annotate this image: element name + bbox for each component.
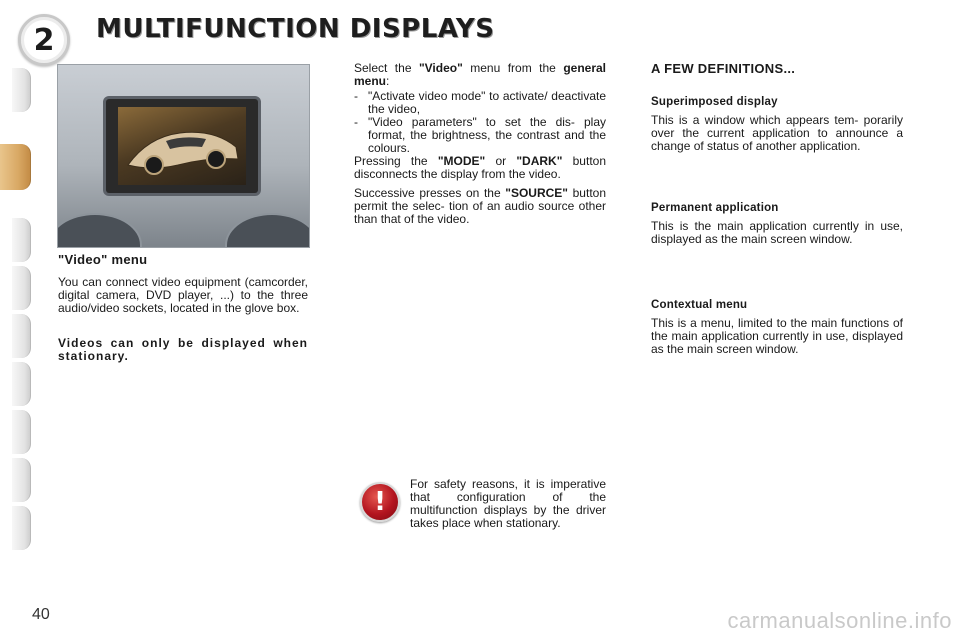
- page-number: 40: [32, 606, 50, 623]
- video-options-list: [354, 90, 606, 155]
- video-keyword: "Video": [418, 61, 463, 75]
- definitions-heading: A FEW DEFINITIONS...: [651, 61, 796, 76]
- definition-contextual: [651, 299, 903, 356]
- air-vent: [57, 213, 142, 248]
- safety-note: [360, 478, 608, 550]
- chapter-tabs: [0, 68, 36, 578]
- chapter-tab[interactable]: [12, 68, 31, 112]
- list-item: - "Video parameters" to set the dis- play format, the brightness, the contrast and the colours.: [354, 115, 606, 155]
- chapter-tab[interactable]: [12, 410, 31, 454]
- source-keyword: "SOURCE": [505, 186, 568, 200]
- chapter-tab[interactable]: [12, 266, 31, 310]
- dashboard-display-photo: [57, 64, 310, 248]
- general-menu-keyword: general menu: [354, 61, 606, 88]
- video-menu-paragraph: You can connect video equipment (camcorder, digital camera, DVD player, ...) to the three audio/video sockets, located in the glove box.: [58, 275, 308, 315]
- page-title: MULTIFUNCTION DISPLAYS: [96, 14, 495, 44]
- air-vent: [225, 213, 310, 248]
- safety-text: For safety reasons, it is imperative that configuration of the multifunction displays by the driver takes place when stationary.: [410, 477, 606, 530]
- chapter-number-badge: 2: [18, 14, 70, 66]
- mode-keyword: "MODE": [437, 154, 486, 168]
- definition-term: Permanent application: [651, 202, 779, 214]
- chapter-tab[interactable]: [12, 362, 31, 406]
- car-image-icon: [118, 107, 246, 185]
- chapter-tab[interactable]: [12, 314, 31, 358]
- definition-text: This is the main application currently in use, displayed as the main screen window.: [651, 219, 903, 246]
- watermark: carmanualsonline.info: [727, 608, 952, 633]
- video-stationary-warning: Videos can only be displayed when stationary.: [58, 336, 308, 363]
- definition-text: This is a menu, limited to the main functions of the main application currently in use, displayed as the main screen window.: [651, 316, 903, 356]
- definition-superimposed: [651, 96, 903, 153]
- definition-permanent: [651, 202, 903, 246]
- video-instructions: [354, 62, 606, 226]
- chapter-tab-active[interactable]: [0, 144, 31, 190]
- video-menu-section: [58, 252, 308, 363]
- display-screen-frame: [106, 99, 258, 193]
- video-screen: [118, 107, 246, 185]
- definition-text: This is a window which appears tem- porarily over the current application to announce a change of status of another application.: [651, 113, 903, 153]
- list-item: - "Activate video mode" to activate/ deactivate the video,: [354, 89, 606, 116]
- select-video-intro: Select the "Video" menu from the general menu:: [354, 61, 606, 88]
- chapter-tab[interactable]: [12, 458, 31, 502]
- video-menu-heading: "Video" menu: [58, 252, 148, 267]
- chapter-tab[interactable]: [12, 218, 31, 262]
- definitions-section: [651, 61, 903, 356]
- mode-dark-paragraph: Pressing the "MODE" or "DARK" button disconnects the display from the video.: [354, 154, 606, 181]
- source-paragraph: Successive presses on the "SOURCE" button permit the selec- tion of an audio source other than that of the video.: [354, 186, 606, 226]
- exclamation-alert-icon: !: [360, 482, 400, 522]
- definition-term: Contextual menu: [651, 299, 748, 311]
- dark-keyword: "DARK": [516, 154, 563, 168]
- definition-term: Superimposed display: [651, 96, 778, 108]
- chapter-tab[interactable]: [12, 506, 31, 550]
